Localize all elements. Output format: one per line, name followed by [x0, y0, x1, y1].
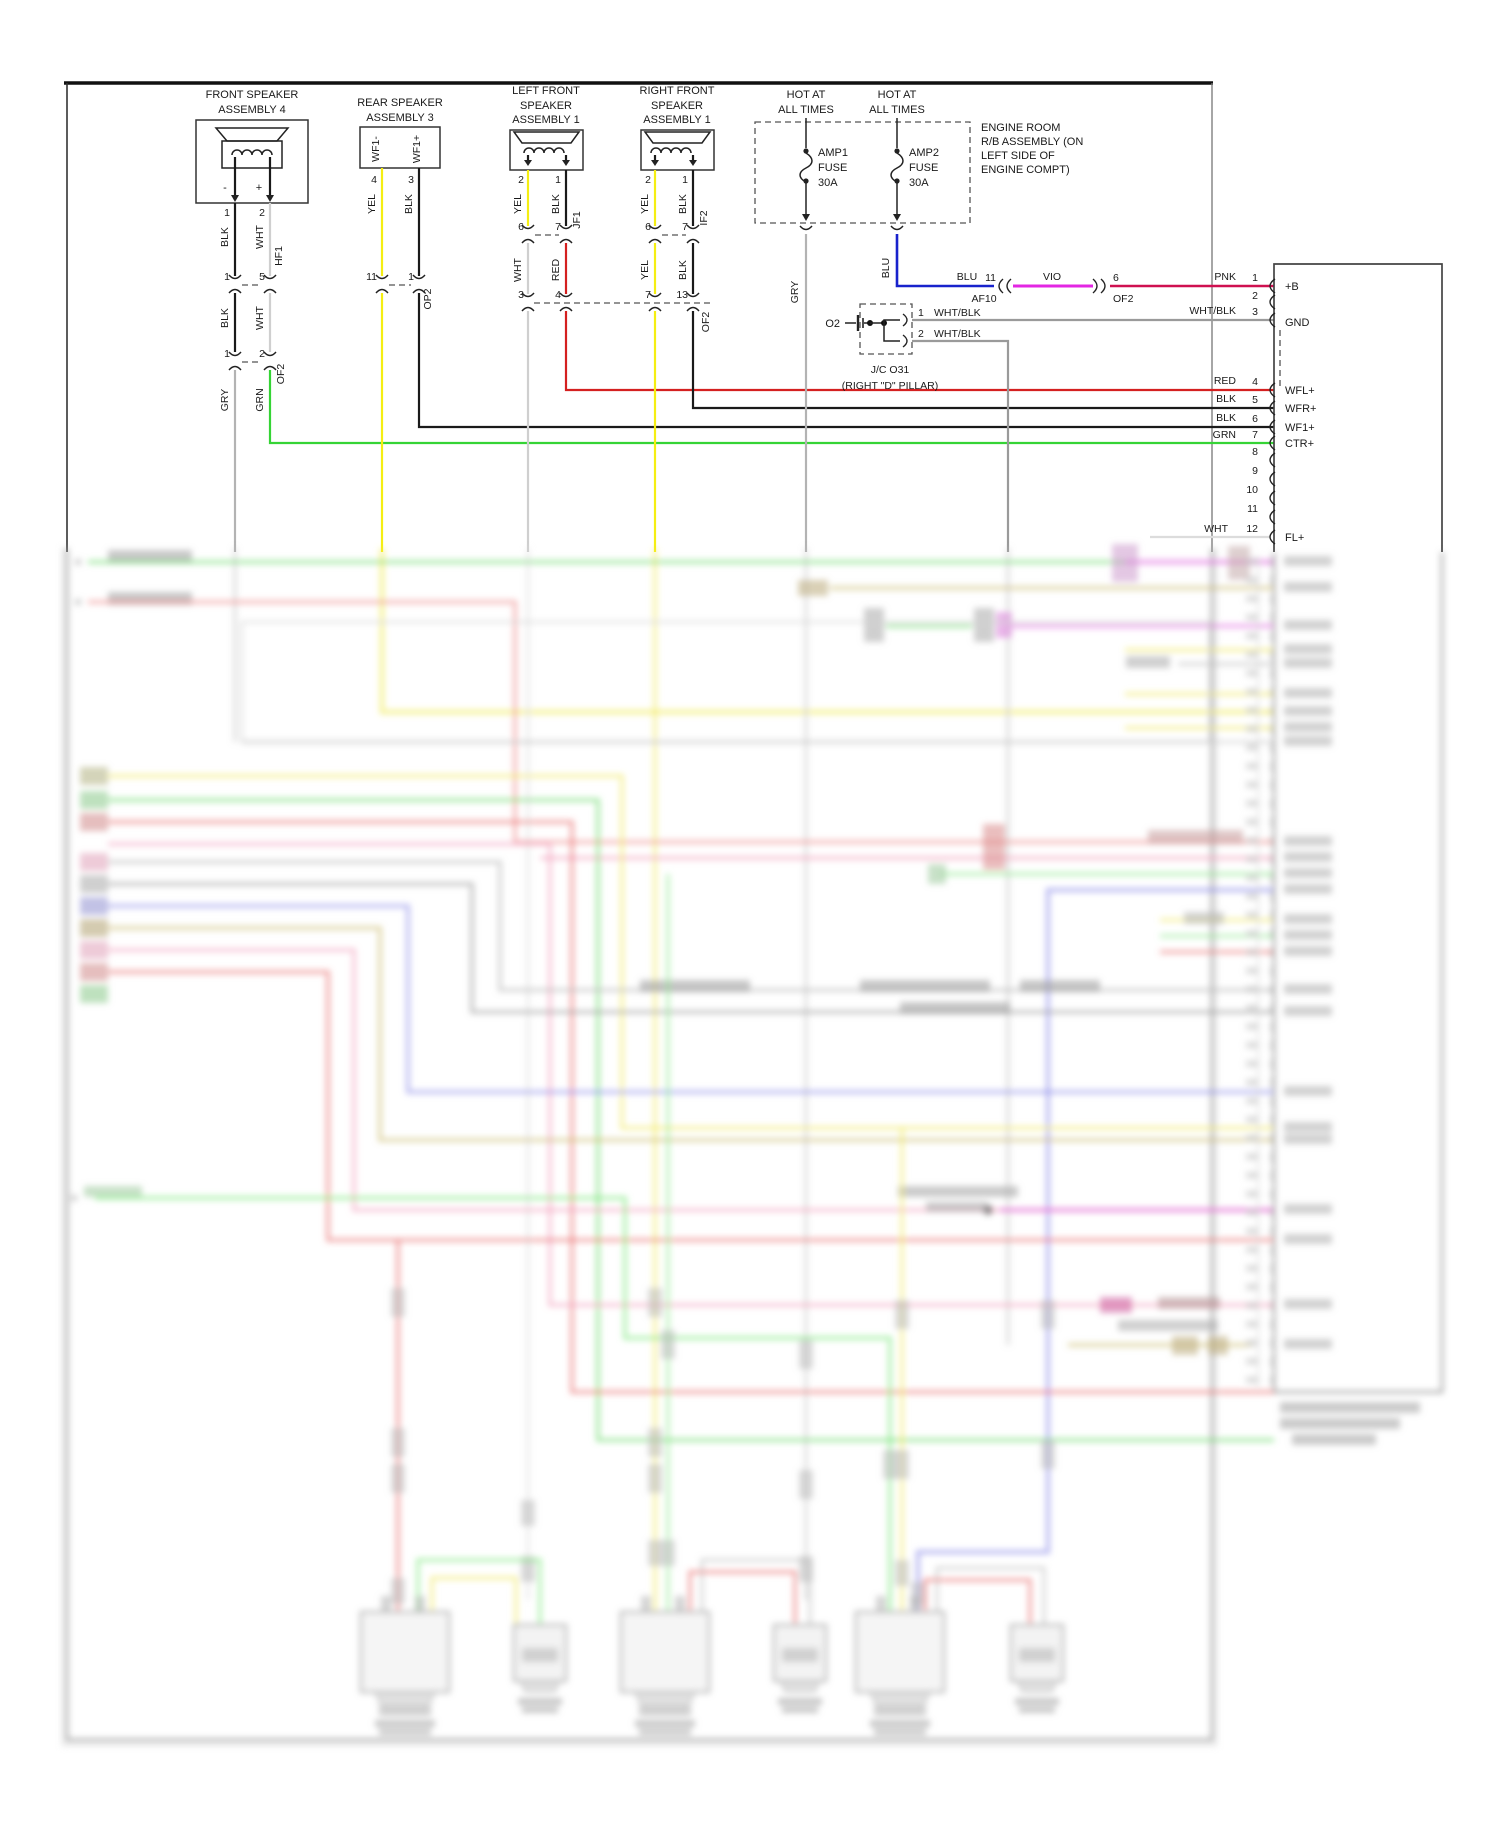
svg-text:WHT: WHT [512, 258, 524, 282]
svg-text:8: 8 [1252, 446, 1258, 458]
svg-text:1: 1 [224, 207, 230, 219]
svg-text:GRY: GRY [789, 280, 801, 304]
front-speaker-title: FRONT SPEAKER [205, 89, 299, 101]
svg-text:12: 12 [1246, 523, 1258, 535]
svg-text:GRN: GRN [1212, 429, 1236, 441]
svg-text:GRY: GRY [219, 388, 231, 412]
right-front-speaker-title: RIGHT FRONT [639, 85, 715, 97]
blurred-wiring-section [63, 544, 1442, 1745]
svg-text:FUSE: FUSE [909, 162, 939, 174]
svg-text:ASSEMBLY 4: ASSEMBLY 4 [218, 104, 286, 116]
ground-icon [845, 315, 887, 331]
svg-text:WHT: WHT [254, 225, 266, 249]
svg-text:WF1-: WF1- [370, 136, 382, 162]
connector-hf1-label: HF1 [273, 246, 285, 266]
svg-text:RED: RED [1213, 375, 1236, 387]
svg-text:30A: 30A [909, 177, 929, 189]
svg-text:WHT/BLK: WHT/BLK [1189, 305, 1236, 317]
hot-at-all-times-2: HOT AT [877, 89, 917, 101]
svg-text:7: 7 [682, 221, 688, 233]
svg-text:6: 6 [645, 221, 651, 233]
svg-text:7: 7 [1252, 429, 1258, 441]
svg-text:5: 5 [1252, 394, 1258, 406]
plus-label: + [255, 182, 263, 194]
svg-text:11: 11 [1247, 503, 1258, 515]
svg-text:ALL TIMES: ALL TIMES [869, 104, 925, 116]
power-feed-row [957, 271, 1274, 305]
svg-text:BLK: BLK [219, 227, 231, 247]
svg-text:4: 4 [1252, 376, 1258, 388]
speaker-icon [216, 128, 288, 168]
svg-text:BLK: BLK [677, 260, 689, 280]
svg-text:VIO: VIO [1042, 271, 1062, 283]
svg-text:YEL: YEL [639, 194, 651, 214]
svg-text:WHT/BLK: WHT/BLK [934, 328, 981, 340]
svg-text:BLK: BLK [1216, 412, 1236, 424]
svg-text:7: 7 [555, 221, 561, 233]
svg-text:WFR+: WFR+ [1285, 403, 1317, 415]
svg-text:10: 10 [1246, 484, 1258, 496]
connector-af10-label: AF10 [971, 293, 997, 305]
svg-text:RED: RED [550, 258, 562, 282]
svg-text:1: 1 [555, 174, 561, 186]
speaker-icon [514, 132, 579, 153]
right-front-speaker-assembly-1 [534, 85, 1274, 552]
left-front-speaker-assembly-1 [510, 85, 1274, 552]
svg-text:11: 11 [366, 271, 377, 283]
svg-text:ALL TIMES: ALL TIMES [778, 104, 834, 116]
svg-text:SPEAKER: SPEAKER [520, 100, 572, 112]
svg-text:4: 4 [371, 174, 377, 186]
minus-label: - [223, 182, 227, 194]
connector-if2-label: IF2 [698, 210, 710, 226]
svg-text:LEFT SIDE OF: LEFT SIDE OF [981, 150, 1055, 162]
svg-text:1: 1 [1252, 272, 1258, 284]
svg-text:BLK: BLK [219, 308, 231, 328]
svg-text:WHT/BLK: WHT/BLK [934, 307, 981, 319]
svg-text:WF1+: WF1+ [411, 134, 423, 164]
svg-text:BLK: BLK [403, 194, 415, 214]
engine-room-caption: ENGINE ROOM [981, 122, 1061, 134]
svg-text:GND: GND [1285, 317, 1310, 329]
svg-text:ASSEMBLY 1: ASSEMBLY 1 [512, 114, 580, 126]
svg-text:FL+: FL+ [1285, 532, 1305, 544]
svg-text:1: 1 [224, 348, 230, 360]
junction-location: (RIGHT "D" PILLAR) [841, 380, 939, 392]
svg-text:+B: +B [1285, 281, 1299, 293]
bottom-speaker-connectors [361, 1560, 1063, 1735]
svg-text:6: 6 [1252, 413, 1258, 425]
svg-text:WFL+: WFL+ [1285, 385, 1315, 397]
ground-o2-label: O2 [825, 318, 840, 330]
rear-speaker-title: REAR SPEAKER [357, 97, 443, 109]
svg-text:ENGINE COMPT): ENGINE COMPT) [981, 164, 1070, 176]
svg-text:AMP2: AMP2 [909, 147, 939, 159]
svg-text:YEL: YEL [366, 194, 378, 214]
svg-text:YEL: YEL [639, 260, 651, 280]
svg-text:2: 2 [645, 174, 651, 186]
fuse-amp2-icon [891, 118, 903, 230]
svg-text:SPEAKER: SPEAKER [651, 100, 703, 112]
svg-text:1: 1 [408, 271, 414, 283]
svg-text:BLU: BLU [956, 271, 978, 283]
svg-text:FUSE: FUSE [818, 162, 848, 174]
svg-text:30A: 30A [818, 177, 838, 189]
left-front-speaker-title: LEFT FRONT [512, 85, 580, 97]
svg-text:BLK: BLK [1216, 393, 1236, 405]
svg-text:AMP1: AMP1 [818, 147, 848, 159]
svg-text:9: 9 [1252, 465, 1258, 477]
svg-text:2: 2 [918, 328, 924, 340]
svg-text:6: 6 [1113, 272, 1119, 284]
svg-text:BLK: BLK [677, 194, 689, 214]
svg-text:7: 7 [645, 289, 651, 301]
fuse-amp1-icon [800, 118, 812, 230]
svg-text:4: 4 [555, 289, 561, 301]
svg-text:1: 1 [224, 271, 230, 283]
svg-text:WF1+: WF1+ [1285, 422, 1315, 434]
svg-text:3: 3 [1252, 306, 1258, 318]
connector-jf1-label: JF1 [571, 211, 583, 229]
amplifier-connector [1246, 264, 1442, 552]
svg-text:13: 13 [676, 289, 688, 301]
svg-text:ASSEMBLY 3: ASSEMBLY 3 [366, 112, 434, 124]
svg-text:PNK: PNK [1214, 271, 1236, 283]
svg-text:2: 2 [259, 207, 265, 219]
svg-text:2: 2 [1252, 290, 1258, 302]
svg-text:GRN: GRN [254, 388, 266, 412]
junction-name: J/C O31 [870, 364, 910, 376]
svg-text:6: 6 [518, 221, 524, 233]
svg-text:2: 2 [259, 348, 265, 360]
speaker-icon [645, 132, 710, 153]
svg-text:2: 2 [518, 174, 524, 186]
svg-text:3: 3 [518, 289, 524, 301]
svg-text:ASSEMBLY 1: ASSEMBLY 1 [643, 114, 711, 126]
svg-text:3: 3 [408, 174, 414, 186]
hot-at-all-times-1: HOT AT [786, 89, 826, 101]
connector-of2-label: OF2 [700, 311, 712, 333]
svg-text:11: 11 [985, 272, 996, 284]
amplifier-connector-lower [1246, 552, 1442, 1445]
svg-text:1: 1 [682, 174, 688, 186]
svg-text:1: 1 [918, 307, 924, 319]
svg-text:R/B ASSEMBLY (ON: R/B ASSEMBLY (ON [981, 136, 1084, 148]
svg-text:YEL: YEL [512, 194, 524, 214]
svg-text:WHT: WHT [1204, 523, 1228, 535]
svg-text:5: 5 [259, 271, 265, 283]
svg-text:WHT: WHT [254, 306, 266, 330]
connector-of2-label: OF2 [275, 363, 287, 385]
svg-text:BLK: BLK [550, 194, 562, 214]
svg-text:BLU: BLU [880, 257, 892, 279]
rear-speaker-assembly-3 [357, 97, 1274, 552]
connector-of2-label: OF2 [1113, 293, 1134, 305]
svg-text:CTR+: CTR+ [1285, 438, 1315, 450]
connector-op2-label: OP2 [422, 288, 434, 310]
